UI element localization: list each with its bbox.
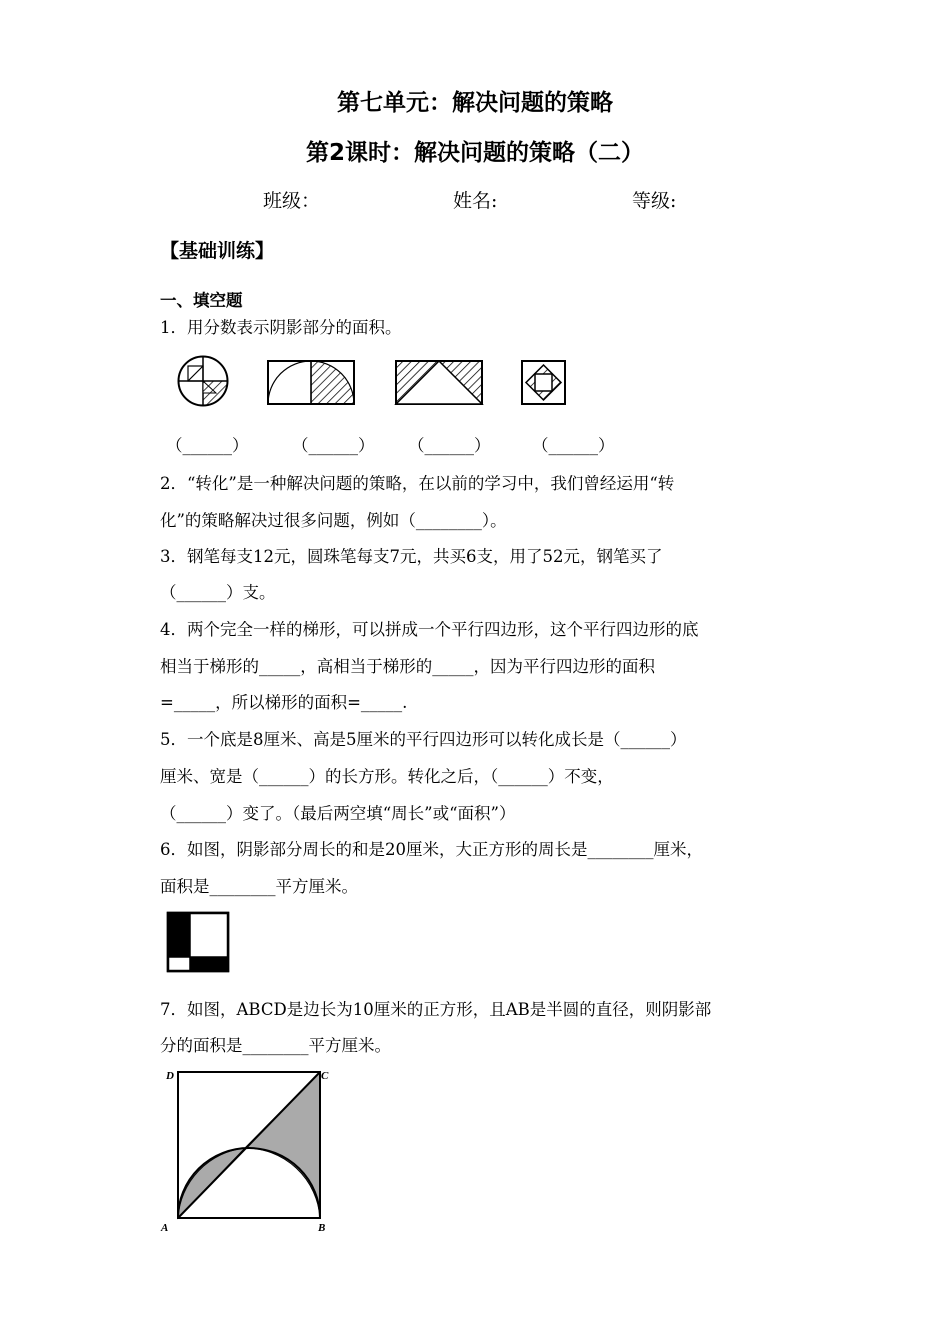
question-3-line-1: 3．钢笔每支12元，圆珠笔每支7元，共买6支，用了52元，钢笔买了 (160, 547, 663, 566)
class-label: 班级： (263, 190, 321, 212)
question-3-line-2: （______）支。 (160, 583, 276, 602)
question-5-line-1: 5．一个底是8厘米、高是5厘米的平行四边形可以转化成长是（______） (160, 730, 687, 749)
part-title: 一、填空题 (160, 291, 243, 310)
question-2-line-2: 化”的策略解决过很多问题，例如（________）。 (160, 511, 507, 530)
question-6-line-1: 6．如图，阴影部分周长的和是20厘米，大正方形的周长是________厘米， (160, 840, 703, 859)
question-6-line-2: 面积是________平方厘米。 (160, 877, 358, 896)
q1-blank-2[interactable]: （______） (292, 436, 375, 455)
lesson-title: 第2课时：解决问题的策略（二） (305, 140, 644, 166)
question-4-line-3: =_____，所以梯形的面积=_____. (160, 693, 408, 712)
label-a: A (161, 1222, 169, 1234)
label-b: B (318, 1222, 326, 1234)
question-4-line-1: 4．两个完全一样的梯形，可以拼成一个平行四边形，这个平行四边形的底 (160, 620, 699, 639)
grade-label: 等级: (632, 190, 677, 212)
question-2-line-1: 2．“转化”是一种解决问题的策略，在以前的学习中，我们曾经运用“转 (160, 474, 675, 493)
section-title: 【基础训练】 (160, 240, 275, 262)
q1-blank-1[interactable]: （______） (166, 436, 249, 455)
question-7-line-2: 分的面积是________平方厘米。 (160, 1036, 391, 1055)
question-5-line-3: （______）变了。（最后两空填“周长”或“面积”） (160, 804, 516, 823)
label-d: D (166, 1070, 174, 1082)
label-c: C (321, 1070, 329, 1082)
name-label: 姓名: (453, 190, 498, 212)
q1-blank-4[interactable]: （______） (532, 436, 615, 455)
question-5-line-2: 厘米、宽是（______）的长方形。转化之后，（______）不变， (160, 767, 614, 786)
question-4-line-2: 相当于梯形的_____，高相当于梯形的_____，因为平行四边形的面积 (160, 657, 655, 676)
question-7-line-1: 7．如图，ABCD是边长为10厘米的正方形，且AB是半圆的直径，则阴影部 (160, 1000, 712, 1019)
unit-title: 第七单元：解决问题的策略 (337, 90, 613, 116)
q1-blank-3[interactable]: （______） (408, 436, 491, 455)
question-1-text: 1．用分数表示阴影部分的面积。 (160, 318, 402, 337)
